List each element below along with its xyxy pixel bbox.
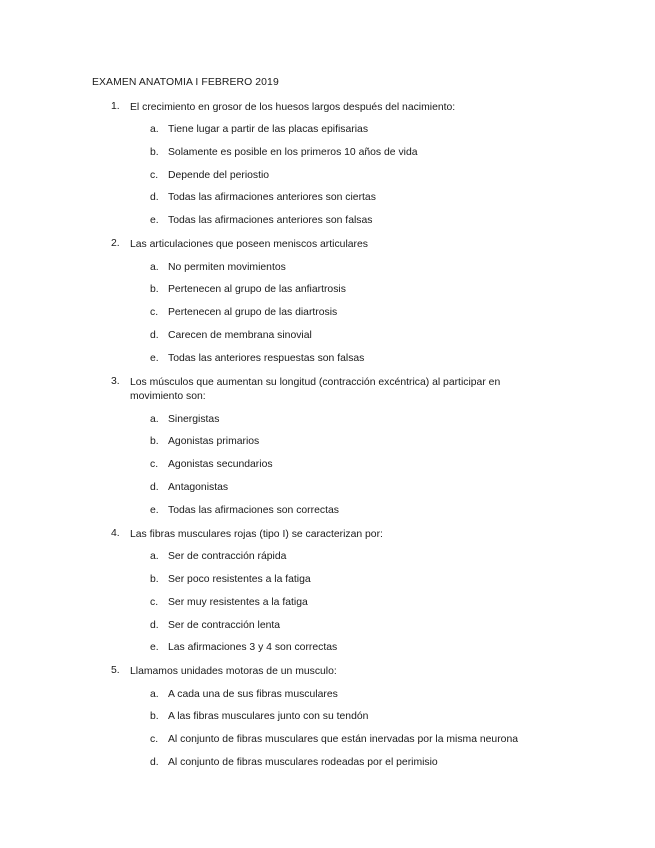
option-letter: c. — [150, 170, 159, 181]
option-text: Agonistas primarios — [168, 436, 260, 447]
option-letter: c. — [150, 307, 159, 318]
question-text: El crecimiento en grosor de los huesos largos después del nacimiento: — [130, 102, 456, 113]
option-text: Tiene lugar a partir de las placas epifisarias — [168, 124, 369, 135]
option-letter: d. — [150, 620, 159, 631]
option-text: A las fibras musculares junto con su tendón — [168, 711, 369, 722]
option-text: Al conjunto de fibras musculares rodeadas por el perimisio — [168, 757, 438, 768]
option-letter: e. — [150, 353, 159, 364]
option-text: Ser muy resistentes a la fatiga — [168, 597, 308, 608]
option-letter: b. — [150, 436, 159, 447]
option-text: Ser poco resistentes a la fatiga — [168, 574, 311, 585]
question-3-option-d — [0, 482, 655, 496]
question-4-option-e — [0, 642, 655, 656]
option-text: A cada una de sus fibras musculares — [168, 689, 338, 700]
option-letter: a. — [150, 262, 159, 273]
question-5-option-c — [0, 734, 655, 748]
document-title: EXAMEN ANATOMIA I FEBRERO 2019 — [92, 77, 279, 88]
option-letter: c. — [150, 734, 159, 745]
question-1-option-b — [0, 147, 655, 161]
option-letter: b. — [150, 147, 159, 158]
question-4-option-d — [0, 620, 655, 634]
option-letter: a. — [150, 551, 159, 562]
option-text: Agonistas secundarios — [168, 459, 273, 470]
question-4-option-a — [0, 551, 655, 565]
question-4-option-c — [0, 597, 655, 611]
question-text: Las articulaciones que poseen meniscos articulares — [130, 239, 368, 250]
option-text: Todas las anteriores respuestas son falsas — [168, 353, 365, 364]
question-4-option-b — [0, 574, 655, 588]
option-letter: b. — [150, 284, 159, 295]
option-text: Ser de contracción lenta — [168, 620, 281, 631]
question-5-option-b — [0, 711, 655, 725]
question-text: Los músculos que aumentan su longitud (contracción excéntrica) al participar en movimiento son: — [130, 377, 501, 402]
question-3-option-b — [0, 436, 655, 450]
question-text: Llamamos unidades motoras de un musculo: — [130, 666, 337, 677]
option-letter: e. — [150, 505, 159, 516]
option-letter: b. — [150, 711, 159, 722]
option-letter: b. — [150, 574, 159, 585]
option-letter: a. — [150, 124, 159, 135]
option-text: Pertenecen al grupo de las diartrosis — [168, 307, 338, 318]
question-3-option-c — [0, 459, 655, 473]
option-text: Solamente es posible en los primeros 10 años de vida — [168, 147, 418, 158]
option-text: Depende del periostio — [168, 170, 270, 181]
question-number: 5. — [111, 665, 120, 676]
option-text: Todas las afirmaciones anteriores son falsas — [168, 215, 373, 226]
question-2-option-d — [0, 330, 655, 344]
question-5-option-d — [0, 757, 655, 771]
option-letter: d. — [150, 192, 159, 203]
question-3-option-e — [0, 505, 655, 519]
question-3-option-a — [0, 414, 655, 428]
option-letter: d. — [150, 330, 159, 341]
option-text: Todas las afirmaciones anteriores son ciertas — [168, 192, 376, 203]
question-2-option-e — [0, 353, 655, 367]
option-letter: d. — [150, 757, 159, 768]
question-number: 4. — [111, 528, 120, 539]
option-letter: a. — [150, 689, 159, 700]
option-text: Al conjunto de fibras musculares que están inervadas por la misma neurona — [168, 734, 519, 745]
option-letter: a. — [150, 414, 159, 425]
option-text: Las afirmaciones 3 y 4 son correctas — [168, 642, 338, 653]
option-text: Todas las afirmaciones son correctas — [168, 505, 339, 516]
question-1-option-a — [0, 124, 655, 138]
question-number: 2. — [111, 238, 120, 249]
option-letter: c. — [150, 597, 159, 608]
option-letter: c. — [150, 459, 159, 470]
option-text: Pertenecen al grupo de las anfiartrosis — [168, 284, 346, 295]
question-1-option-e — [0, 215, 655, 229]
option-text: Carecen de membrana sinovial — [168, 330, 312, 341]
question-number: 3. — [111, 376, 120, 387]
question-5-option-a — [0, 689, 655, 703]
option-text: No permiten movimientos — [168, 262, 286, 273]
question-2-option-c — [0, 307, 655, 321]
option-text: Ser de contracción rápida — [168, 551, 287, 562]
option-letter: e. — [150, 215, 159, 226]
option-letter: d. — [150, 482, 159, 493]
option-text: Antagonistas — [168, 482, 229, 493]
option-text: Sinergistas — [168, 414, 220, 425]
question-number: 1. — [111, 101, 120, 112]
question-1-option-c — [0, 170, 655, 184]
question-2-option-b — [0, 284, 655, 298]
question-text: Las fibras musculares rojas (tipo I) se caracterizan por: — [130, 529, 383, 540]
question-1-option-d — [0, 192, 655, 206]
question-2-option-a — [0, 262, 655, 276]
option-letter: e. — [150, 642, 159, 653]
